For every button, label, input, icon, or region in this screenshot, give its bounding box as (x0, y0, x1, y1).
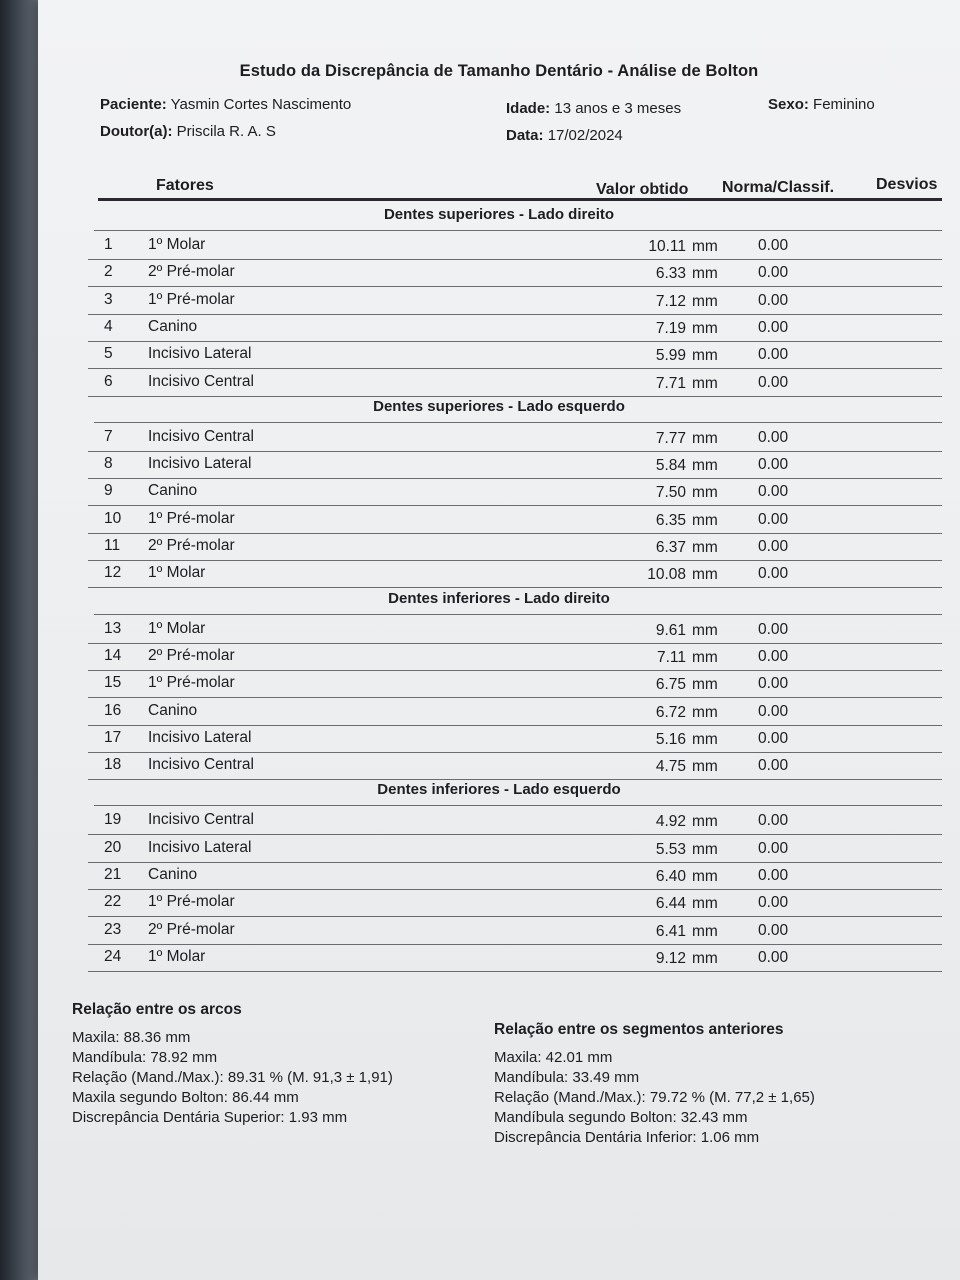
norm-value: 0.00 (758, 839, 789, 857)
tooth-number: 1 (104, 236, 113, 253)
measured-value: 5.99 (655, 347, 686, 365)
value-unit: mm (692, 511, 718, 529)
tooth-name: 1º Pré-molar (148, 893, 235, 911)
measured-value: 7.77 (655, 429, 686, 447)
anterior-relation-title: Relação entre os segmentos anteriores (494, 1021, 784, 1038)
section-title: Dentes inferiores - Lado direito (388, 589, 610, 607)
table-row (38, 752, 960, 780)
norm-value: 0.00 (758, 894, 789, 912)
arch-line: Relação (Mand./Max.): 89.31 % (M. 91,3 ± 1,91) (72, 1069, 393, 1086)
table-row (38, 725, 960, 753)
anterior-line: Discrepância Dentária Inferior: 1.06 mm (494, 1129, 760, 1146)
measured-value: 5.84 (655, 457, 686, 475)
tooth-name: 1º Pré-molar (148, 674, 235, 692)
measured-value: 4.75 (655, 758, 686, 776)
tooth-number: 21 (104, 866, 122, 883)
measured-value: 6.40 (655, 868, 686, 885)
tooth-name: 1º Pré-molar (148, 290, 235, 308)
date-value: 17/02/2024 (547, 127, 623, 144)
date-field (506, 127, 623, 144)
norm-value: 0.00 (758, 510, 789, 528)
row-divider (88, 587, 942, 588)
tooth-number: 7 (104, 427, 113, 445)
tooth-number: 10 (104, 509, 122, 527)
value-unit: mm (692, 484, 718, 502)
value-unit: mm (692, 730, 718, 748)
tooth-number: 16 (104, 701, 122, 719)
value-unit: mm (692, 813, 718, 831)
patient-field (100, 96, 351, 113)
norm-value: 0.00 (758, 428, 789, 446)
tooth-name: Incisivo Lateral (148, 455, 252, 473)
norm-value: 0.00 (758, 921, 789, 939)
tooth-name: Incisivo Central (148, 756, 254, 774)
measured-value: 7.71 (655, 374, 686, 392)
arch-relation-title: Relação entre os arcos (72, 1001, 242, 1018)
value-unit: mm (692, 429, 718, 447)
measured-value: 10.11 (648, 238, 686, 255)
sex-label: Sexo: (768, 96, 809, 113)
value-unit: mm (692, 840, 718, 858)
value-unit: mm (692, 648, 718, 666)
col-desvios: Desvios (876, 176, 938, 193)
value-unit: mm (692, 621, 718, 639)
tooth-name: 1º Molar (148, 236, 206, 253)
tooth-name: Incisivo Lateral (148, 728, 252, 746)
section-title: Dentes superiores - Lado direito (383, 206, 615, 223)
section-divider (94, 230, 942, 231)
arch-relation-block (72, 1000, 393, 1128)
value-unit: mm (692, 758, 718, 776)
tooth-name: Incisivo Central (148, 372, 254, 390)
norm-value: 0.00 (758, 620, 789, 638)
norm-value: 0.00 (758, 565, 789, 583)
value-unit: mm (692, 347, 718, 365)
tooth-number: 9 (104, 482, 113, 500)
tooth-name: Incisivo Central (148, 427, 254, 445)
sex-value: Feminino (813, 96, 875, 113)
table-row (38, 917, 960, 945)
table-row (38, 369, 960, 397)
norm-value: 0.00 (758, 702, 789, 720)
measured-value: 4.92 (655, 813, 686, 831)
value-unit: mm (692, 566, 718, 584)
tooth-name: 1º Molar (148, 947, 206, 965)
tooth-name: Incisivo Lateral (148, 838, 252, 856)
tooth-number: 22 (104, 893, 122, 911)
measured-value: 9.12 (655, 949, 686, 967)
table-row (38, 533, 960, 561)
table-row (38, 478, 960, 506)
section-divider (94, 422, 942, 423)
tooth-number: 15 (104, 674, 122, 692)
measured-value: 6.33 (655, 265, 686, 283)
tooth-number: 12 (104, 564, 122, 582)
norm-value: 0.00 (758, 948, 789, 966)
measured-value: 7.19 (655, 319, 686, 337)
col-valor: Valor obtido (596, 181, 689, 198)
tooth-name: 2º Pré-molar (148, 263, 235, 281)
measured-value: 9.61 (655, 621, 686, 639)
table-row (38, 698, 960, 726)
tooth-number: 14 (104, 646, 122, 664)
table-row (38, 889, 960, 917)
tooth-name: Incisivo Lateral (148, 345, 252, 363)
anterior-line: Mandíbula segundo Bolton: 32.43 mm (494, 1109, 748, 1126)
norm-value: 0.00 (758, 729, 789, 747)
table-row (38, 232, 960, 260)
norm-value: 0.00 (758, 346, 789, 364)
tooth-number: 19 (104, 811, 122, 829)
norm-value: 0.00 (758, 675, 789, 693)
age-label: Idade: (506, 100, 551, 117)
arch-line: Mandíbula: 78.92 mm (72, 1049, 218, 1066)
measured-value: 6.41 (655, 922, 686, 940)
table-row (38, 451, 960, 479)
norm-value: 0.00 (758, 373, 789, 391)
table-row (38, 506, 960, 534)
tooth-name: 2º Pré-molar (148, 646, 235, 664)
tooth-name: 1º Pré-molar (148, 509, 235, 527)
arch-line: Discrepância Dentária Superior: 1.93 mm (72, 1109, 348, 1126)
tooth-number: 3 (104, 290, 113, 308)
measured-value: 6.37 (655, 539, 686, 556)
value-unit: mm (692, 319, 718, 337)
tooth-number: 11 (104, 537, 121, 554)
value-unit: mm (692, 703, 718, 721)
section-divider (94, 614, 942, 615)
col-norma: Norma/Classif. (722, 179, 835, 196)
tooth-number: 13 (104, 619, 122, 637)
value-unit: mm (692, 922, 718, 940)
anterior-relation-block (494, 1020, 815, 1148)
anterior-line: Relação (Mand./Max.): 79.72 % (M. 77,2 ± 1,65) (494, 1089, 815, 1106)
table-row (38, 560, 960, 588)
value-unit: mm (692, 539, 718, 556)
background-surface (0, 0, 40, 1280)
tooth-name: Canino (148, 701, 198, 719)
table-row (38, 314, 960, 342)
tooth-number: 18 (104, 756, 122, 774)
table-row (38, 287, 960, 315)
table-row (38, 944, 960, 972)
table-row (38, 835, 960, 863)
age-field (506, 100, 681, 117)
row-divider (88, 396, 942, 397)
norm-value: 0.00 (758, 291, 789, 309)
tooth-name: Canino (148, 317, 198, 335)
table-row (38, 341, 960, 369)
norm-value: 0.00 (758, 237, 789, 254)
table-row (38, 862, 960, 890)
tooth-name: 1º Molar (148, 619, 206, 637)
measured-value: 10.08 (647, 566, 686, 584)
tooth-name: Canino (148, 866, 198, 883)
measured-value: 5.16 (655, 730, 686, 748)
value-unit: mm (692, 374, 718, 392)
arch-line: Maxila segundo Bolton: 86.44 mm (72, 1089, 299, 1106)
table-row (38, 643, 960, 671)
row-divider (88, 779, 942, 780)
arch-line: Maxila: 88.36 mm (72, 1029, 191, 1046)
norm-value: 0.00 (758, 867, 789, 884)
norm-value: 0.00 (758, 318, 789, 336)
patient-name: Yasmin Cortes Nascimento (170, 96, 352, 113)
norm-value: 0.00 (758, 483, 789, 501)
norm-value: 0.00 (758, 812, 789, 830)
table-row (38, 424, 960, 452)
measured-value: 7.11 (656, 648, 686, 666)
measured-value: 7.12 (655, 292, 686, 310)
tooth-number: 2 (104, 263, 113, 281)
header-divider (98, 198, 942, 201)
report-title: Estudo da Discrepância de Tamanho Dentário - Análise de Bolton (239, 62, 759, 80)
tooth-name: 1º Molar (148, 564, 206, 582)
value-unit: mm (692, 949, 718, 967)
measured-value: 7.50 (655, 484, 686, 502)
patient-label: Paciente: (100, 96, 167, 113)
report-sheet (38, 0, 960, 1280)
norm-value: 0.00 (758, 456, 789, 474)
measured-value: 6.35 (655, 511, 686, 529)
table-row (38, 616, 960, 644)
tooth-number: 23 (104, 920, 122, 938)
doctor-field (100, 123, 276, 140)
tooth-name: 2º Pré-molar (148, 920, 235, 938)
age-value: 13 anos e 3 meses (554, 100, 682, 117)
anterior-line: Mandíbula: 33.49 mm (494, 1069, 640, 1086)
tooth-number: 17 (104, 728, 122, 746)
norm-value: 0.00 (758, 264, 789, 282)
section-title: Dentes inferiores - Lado esquerdo (377, 781, 621, 799)
tooth-number: 8 (104, 455, 113, 473)
row-divider (88, 971, 942, 972)
sex-field (768, 96, 875, 113)
norm-value: 0.00 (758, 757, 789, 775)
measured-value: 6.44 (655, 895, 686, 913)
table-row (38, 670, 960, 698)
tooth-number: 5 (104, 345, 113, 363)
measured-value: 6.75 (655, 676, 686, 694)
doctor-label: Doutor(a): (100, 123, 173, 140)
value-unit: mm (692, 676, 718, 694)
value-unit: mm (692, 292, 718, 310)
doctor-name: Priscila R. A. S (176, 123, 276, 140)
tooth-number: 20 (104, 838, 122, 856)
date-label: Data: (506, 127, 544, 144)
table-row (38, 259, 960, 287)
measured-value: 5.53 (655, 840, 686, 858)
norm-value: 0.00 (758, 538, 789, 555)
value-unit: mm (692, 265, 718, 283)
tooth-name: 2º Pré-molar (148, 537, 235, 554)
section-title: Dentes superiores - Lado esquerdo (373, 397, 625, 415)
section-divider (94, 805, 942, 806)
value-unit: mm (692, 238, 718, 255)
tooth-number: 24 (104, 947, 122, 965)
table-row (38, 807, 960, 835)
value-unit: mm (692, 457, 718, 475)
tooth-number: 6 (104, 372, 113, 390)
norm-value: 0.00 (758, 647, 789, 665)
anterior-line: Maxila: 42.01 mm (494, 1049, 613, 1066)
value-unit: mm (692, 868, 718, 885)
tooth-name: Incisivo Central (148, 811, 254, 829)
tooth-number: 4 (104, 317, 113, 335)
col-fatores: Fatores (156, 177, 214, 194)
measured-value: 6.72 (655, 703, 686, 721)
tooth-name: Canino (148, 482, 198, 500)
value-unit: mm (692, 895, 718, 913)
